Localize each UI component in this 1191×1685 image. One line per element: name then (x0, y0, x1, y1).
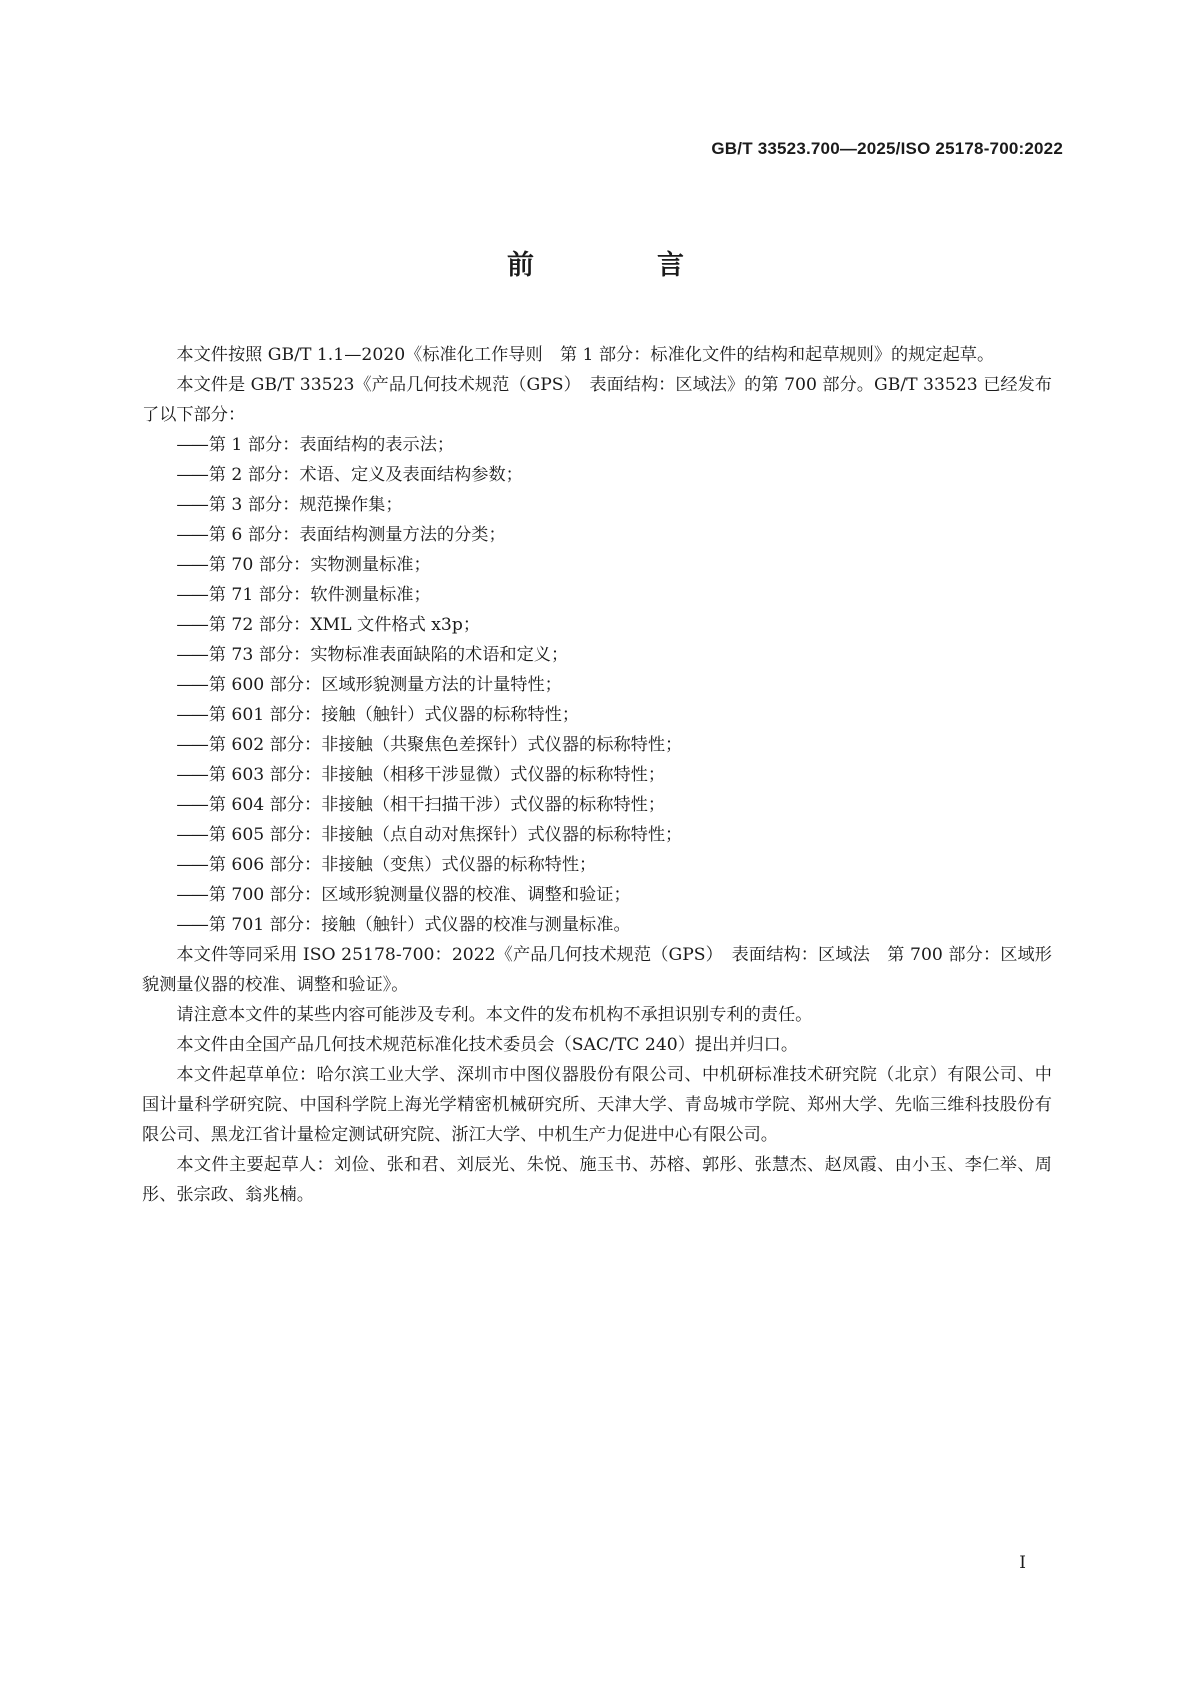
list-item-text: 第 3 部分：规范操作集； (208, 495, 403, 515)
list-item (142, 640, 1052, 670)
list-dash: —— (176, 615, 207, 635)
paragraph-patent-notice: 请注意本文件的某些内容可能涉及专利。本文件的发布机构不承担识别专利的责任。 (176, 1005, 813, 1025)
paragraph-series-intro: 本文件是 GB/T 33523《产品几何技术规范（GPS） 表面结构：区域法》的第 700 部分。GB/T 33523 已经发布了以下部分： (142, 375, 1052, 425)
list-item (142, 700, 1052, 730)
list-item-text: 第 700 部分：区域形貌测量仪器的校准、调整和验证； (208, 885, 631, 905)
list-item-text: 第 701 部分：接触（触针）式仪器的校准与测量标准。 (208, 915, 631, 935)
list-item (142, 760, 1052, 790)
list-item-text: 第 600 部分：区域形貌测量方法的计量特性； (208, 675, 562, 695)
list-dash: —— (176, 795, 207, 815)
page-title: 前 言 (507, 250, 732, 281)
list-item-text: 第 603 部分：非接触（相移干涉显微）式仪器的标称特性； (208, 765, 666, 785)
list-dash: —— (176, 705, 207, 725)
list-item (142, 550, 1052, 580)
list-dash: —— (176, 465, 207, 485)
foreword-body (142, 340, 1052, 1210)
list-dash: —— (176, 915, 207, 935)
list-dash: —— (176, 735, 207, 755)
list-dash: —— (176, 885, 207, 905)
list-item-text: 第 2 部分：术语、定义及表面结构参数； (208, 465, 523, 485)
paragraph-drafters: 本文件主要起草人：刘俭、张和君、刘辰光、朱悦、施玉书、苏榕、郭彤、张慧杰、赵凤霞、由小玉、李仁举、周彤、张宗政、翁兆楠。 (142, 1155, 1052, 1205)
list-item (142, 580, 1052, 610)
list-item-text: 第 73 部分：实物标准表面缺陷的术语和定义； (208, 645, 569, 665)
list-dash: —— (176, 525, 207, 545)
standard-number: GB/T 33523.700—2025/ISO 25178-700:2022 (711, 139, 1063, 158)
list-dash: —— (176, 585, 207, 605)
list-dash: —— (176, 495, 207, 515)
list-dash: —— (176, 765, 207, 785)
list-item-text: 第 601 部分：接触（触针）式仪器的标称特性； (208, 705, 580, 725)
list-dash: —— (176, 435, 207, 455)
list-item (142, 790, 1052, 820)
list-dash: —— (176, 855, 207, 875)
parts-list (142, 430, 1052, 940)
list-item (142, 520, 1052, 550)
list-dash: —— (176, 825, 207, 845)
list-item (142, 850, 1052, 880)
list-item-text: 第 71 部分：软件测量标准； (208, 585, 431, 605)
list-item (142, 730, 1052, 760)
paragraph-drafting-organizations: 本文件起草单位：哈尔滨工业大学、深圳市中图仪器股份有限公司、中机研标准技术研究院（北京）有限公司、中国计量科学研究院、中国科学院上海光学精密机械研究所、天津大学、青岛城市学院、郑州大学、先临三维科技股份有限公司、黑龙江省计量检定测试研究院、浙江大学、中机生产力促进中心有限公司。 (142, 1065, 1052, 1145)
list-item-text: 第 6 部分：表面结构测量方法的分类； (208, 525, 506, 545)
list-item (142, 670, 1052, 700)
list-item (142, 460, 1052, 490)
list-item-text: 第 604 部分：非接触（相干扫描干涉）式仪器的标称特性； (208, 795, 666, 815)
list-item (142, 430, 1052, 460)
list-item (142, 910, 1052, 940)
paragraph-proposer: 本文件由全国产品几何技术规范标准化技术委员会（SAC/TC 240）提出并归口。 (176, 1035, 799, 1055)
list-item-text: 第 605 部分：非接触（点自动对焦探针）式仪器的标称特性； (208, 825, 683, 845)
list-item (142, 490, 1052, 520)
page-number: I (1019, 1553, 1026, 1573)
list-item-text: 第 602 部分：非接触（共聚焦色差探针）式仪器的标称特性； (208, 735, 683, 755)
paragraph-drafting-rules: 本文件按照 GB/T 1.1—2020《标准化工作导则 第 1 部分：标准化文件的结构和起草规则》的规定起草。 (176, 345, 995, 365)
list-item-text: 第 70 部分：实物测量标准； (208, 555, 431, 575)
list-item-text: 第 1 部分：表面结构的表示法； (208, 435, 455, 455)
list-item (142, 820, 1052, 850)
paragraph-equivalence: 本文件等同采用 ISO 25178-700：2022《产品几何技术规范（GPS） 表面结构：区域法 第 700 部分：区域形貌测量仪器的校准、调整和验证》。 (142, 945, 1052, 995)
list-item-text: 第 606 部分：非接触（变焦）式仪器的标称特性； (208, 855, 597, 875)
list-dash: —— (176, 675, 207, 695)
list-dash: —— (176, 645, 207, 665)
list-dash: —— (176, 555, 207, 575)
list-item (142, 880, 1052, 910)
list-item (142, 610, 1052, 640)
list-item-text: 第 72 部分：XML 文件格式 x3p； (208, 615, 481, 635)
